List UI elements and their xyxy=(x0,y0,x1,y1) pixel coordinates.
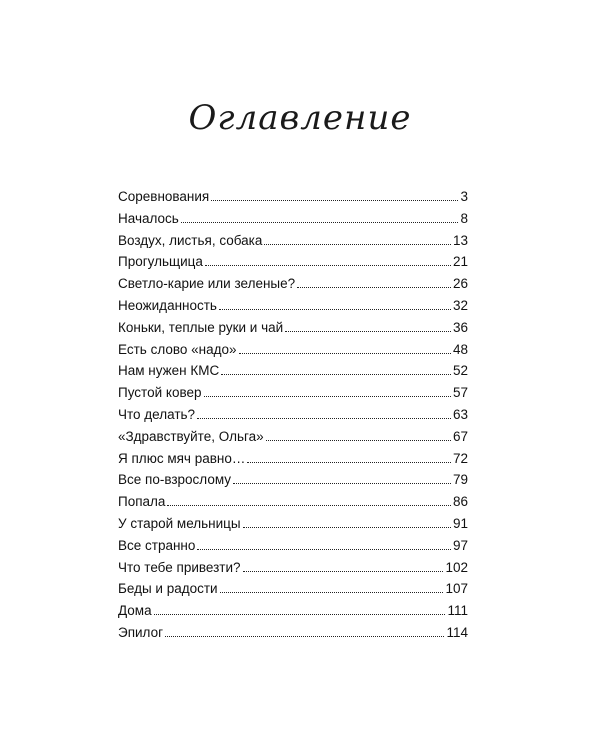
toc-entry-title: Соревнования xyxy=(118,189,210,204)
toc-entry-page-number: 72 xyxy=(452,450,468,466)
dot-leader xyxy=(221,373,451,375)
toc-entry-title: У старой мельницы xyxy=(118,515,241,531)
toc-entry xyxy=(118,295,468,317)
dot-leader xyxy=(154,613,446,615)
toc-entry-title: Прогульщица xyxy=(118,254,203,270)
toc-entry xyxy=(118,230,468,252)
toc-entry-page-number: 52 xyxy=(452,363,468,379)
toc-entry-page-number: 32 xyxy=(452,297,468,313)
toc-entry xyxy=(118,404,468,426)
toc-entry-title: Что тебе привезти? xyxy=(118,559,241,575)
dot-leader xyxy=(205,264,451,266)
toc-entry xyxy=(118,426,468,448)
toc-entry-page-number: 13 xyxy=(452,232,468,248)
dot-leader xyxy=(167,504,451,506)
toc-entry-title: Я плюс мяч равно… xyxy=(118,450,246,466)
toc-entry-page-number: 21 xyxy=(452,254,468,270)
toc-entry-title: Светло-карие или зеленые? xyxy=(118,276,296,292)
toc-entry-page-number: 8 xyxy=(460,210,468,226)
toc-entry xyxy=(118,339,468,361)
toc-entry xyxy=(118,557,468,579)
toc-entry-page-number: 107 xyxy=(445,581,468,597)
toc-entry xyxy=(118,491,468,513)
toc-entry-title: Воздух, листья, собака xyxy=(118,232,263,248)
toc-entry-page-number: 91 xyxy=(452,515,468,531)
dot-leader xyxy=(211,199,458,201)
toc-entry xyxy=(118,535,468,557)
dot-leader xyxy=(243,526,451,528)
toc-entry-page-number: 63 xyxy=(452,406,468,422)
dot-leader xyxy=(285,330,451,332)
toc-entry xyxy=(118,513,468,535)
dot-leader xyxy=(197,548,451,550)
toc-entry xyxy=(118,251,468,273)
toc-entry-page-number: 102 xyxy=(445,559,468,575)
toc-entry xyxy=(118,469,468,491)
dot-leader xyxy=(197,417,451,419)
toc-entry-page-number: 86 xyxy=(452,494,468,510)
toc-entry-page-number: 97 xyxy=(452,537,468,553)
toc-entry-title: Попала xyxy=(118,494,166,510)
toc-entry-page-number: 111 xyxy=(447,603,468,619)
dot-leader xyxy=(247,461,451,463)
toc-entry-page-number: 26 xyxy=(452,276,468,292)
toc-entry-title: Началось xyxy=(118,210,179,226)
toc-entry-page-number: 36 xyxy=(452,319,468,335)
toc-entry-title: Пустой ковер xyxy=(118,385,202,401)
toc-entry-page-number: 3 xyxy=(460,189,468,204)
toc-entry-title: Нам нужен КМС xyxy=(118,363,220,379)
dot-leader xyxy=(297,286,451,288)
toc-entry-page-number: 79 xyxy=(452,472,468,488)
toc-entry xyxy=(118,382,468,404)
toc-entry xyxy=(118,317,468,339)
toc-entry-title: Эпилог xyxy=(118,624,164,640)
toc-entry xyxy=(118,622,468,644)
toc-entry-title: Дома xyxy=(118,603,152,619)
toc-entry xyxy=(118,578,468,600)
toc-entry-title: Есть слово «надо» xyxy=(118,341,237,357)
dot-leader xyxy=(264,243,451,245)
toc-entry-title: Неожиданность xyxy=(118,297,217,313)
toc-entry-title: Все странно xyxy=(118,537,196,553)
dot-leader xyxy=(165,635,444,637)
toc-entry-title: Все по-взрослому xyxy=(118,472,232,488)
toc-entry-title: Что делать? xyxy=(118,406,196,422)
toc-entry-page-number: 48 xyxy=(452,341,468,357)
toc-entry-page-number: 114 xyxy=(446,624,468,640)
toc-entry-page-number: 67 xyxy=(452,428,468,444)
page-title: Оглавление xyxy=(188,98,412,138)
table-of-contents xyxy=(118,186,468,644)
toc-entry-title: Коньки, теплые руки и чай xyxy=(118,319,284,335)
toc-entry-title: «Здравствуйте, Ольга» xyxy=(118,428,264,444)
dot-leader xyxy=(181,221,459,223)
dot-leader xyxy=(233,482,451,484)
dot-leader xyxy=(204,395,451,397)
dot-leader xyxy=(266,439,451,441)
dot-leader xyxy=(219,308,451,310)
toc-entry-title: Беды и радости xyxy=(118,581,218,597)
dot-leader xyxy=(239,352,451,354)
toc-entry xyxy=(118,186,468,208)
toc-entry xyxy=(118,360,468,382)
dot-leader xyxy=(243,570,444,572)
dot-leader xyxy=(220,591,444,593)
toc-entry xyxy=(118,208,468,230)
toc-entry xyxy=(118,273,468,295)
toc-entry-page-number: 57 xyxy=(452,385,468,401)
toc-entry xyxy=(118,600,468,622)
toc-entry xyxy=(118,448,468,470)
